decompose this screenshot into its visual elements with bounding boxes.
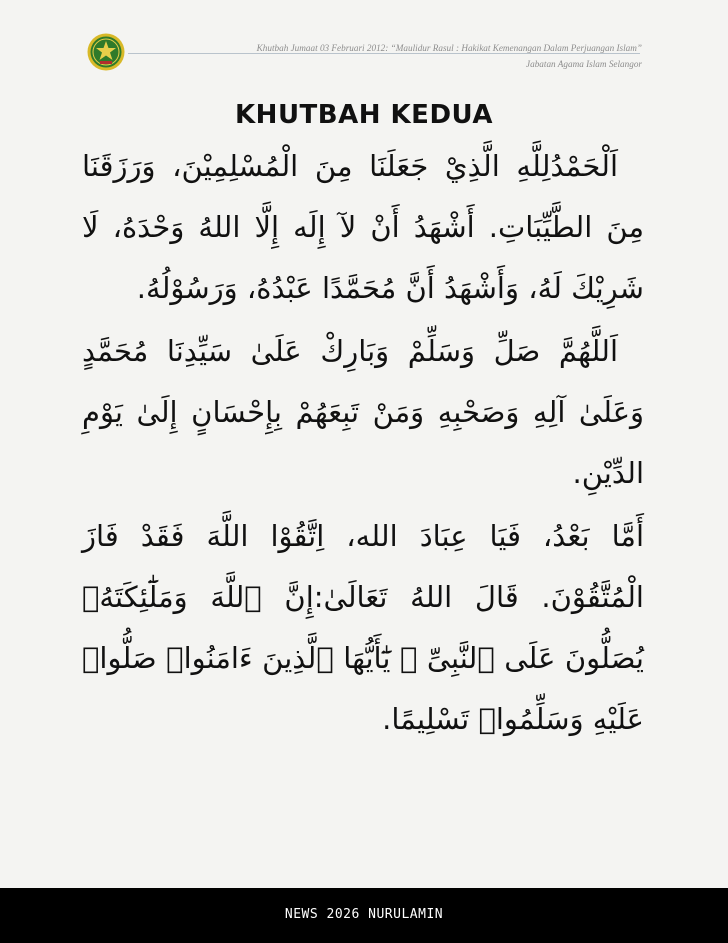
footer-bar bbox=[0, 888, 728, 943]
page-title: KHUTBAH KEDUA bbox=[235, 100, 493, 130]
arabic-paragraph-salawat: اَللَّهُمَّ صَلِّ وَسَلِّمْ وَبَارِكْ عَلَىٰ سَيِّدِنَا مُحَمَّدٍ وَعَلَىٰ آلِهِ وَصَحْبِهِ وَمَنْ تَبِعَهُمْ بِإِحْسَانٍ إِلَىٰ يَوْمِ الدِّيْنِ. bbox=[82, 334, 644, 490]
arabic-sermon-text bbox=[82, 136, 644, 750]
arabic-paragraph-exhortation: أَمَّا بَعْدُ، فَيَا عِبَادَ الله، اِتَّقُوْا اللَّهَ فَقَدْ فَازَ الْمُتَّقُوْنَ. قَالَ اللهُ تَعَالَىٰ:إِنَّ ٱللَّهَ وَمَلَٰٓئِكَتَهُۥ يُصَلُّونَ عَلَى ٱلنَّبِىِّ ۚ يَٰٓأَيُّهَا ٱلَّذِينَ ءَامَنُوا۟ صَلُّوا۟ عَلَيْهِ وَسَلِّمُوا۟ تَسْلِيمًا. bbox=[82, 519, 644, 736]
arabic-paragraph-praise: اَلْحَمْدُلِلَّهِ الَّذِيْ جَعَلَنَا مِنَ الْمُسْلِمِيْنَ، وَرَزَقَنَا مِنَ الطَّيِّبَاتِ. أَشْهَدُ أَنْ لآ إِلَه إِلَّا اللهُ وَحْدَهُ، لَا شَرِيْكَ لَهُ، وَأَشْهَدُ أَنَّ مُحَمَّدًا عَبْدُهُ، وَرَسُوْلُهُ. bbox=[82, 149, 644, 305]
selangor-crest-icon bbox=[86, 32, 126, 72]
footer-label: NEWS 2026 NURULAMIN bbox=[284, 907, 444, 922]
header-khutbah-info: Khutbah Jumaat 03 Februari 2012: “Maulidur Rasul : Hakikat Kemenangan Dalam Perjuangan Islam” bbox=[256, 43, 642, 53]
running-header bbox=[257, 41, 642, 71]
header-department: Jabatan Agama Islam Selangor bbox=[526, 59, 642, 69]
